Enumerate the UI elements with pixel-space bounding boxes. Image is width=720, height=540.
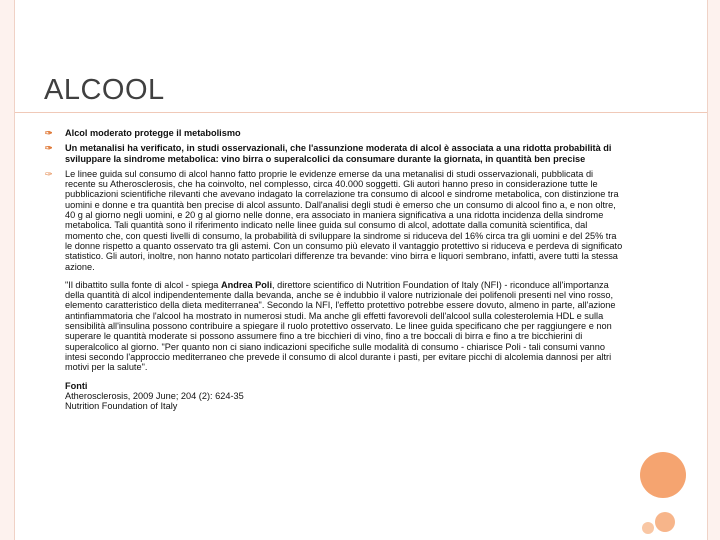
decorative-circle-large <box>640 452 686 498</box>
pen-bullet-icon: ✑ <box>45 143 53 154</box>
pen-bullet-icon: ✑ <box>45 128 53 138</box>
slide <box>14 0 708 540</box>
pen-bullet-icon: ✑ <box>45 168 53 179</box>
quote-rest: , direttore scientifico di Nutrition Foundation of Italy (NFI) - riconduce all'importanza della quantità di alcol indipendentemente dalla bevanda, anche se è indubbio il valore nutrizionale dei polifenoli presenti nel vino rosso, elemento caratteristico della dieta mediterranea". Secondo la NFI, l'effetto protettivo potrebbe essere dovuto, almeno in parte, all'azione antinfiammatoria che l'alcool ha mostrato in numerosi studi. Ma anche gli effetti favorevoli dell'alcool sulla colesterolemia HDL e sulla sensibilità all'insulina possono contribuire a spiegare il ruolo protettivo osservato. Le linee guida specificano che per raggiungere e non superare le quantità moderate si possono assumere fino a tre bicchieri di vino, fino a tre boccali di birra e fino a tre bicchierini di superalcolico al giorno. "Per quanto non ci siano indicazioni specifiche sulle modalità di consumo - chiarisce Poli - tali consumi vanno intesi secondo l'approccio mediterraneo che prevede il consumo di alcol durante i pasti, per evitare picchi di alcolemia dannosi per altri motivi per la salute". <box>65 279 616 373</box>
quote-paragraph <box>65 280 625 373</box>
bullet-list <box>45 128 625 416</box>
source-line: Nutrition Foundation of Italy <box>65 401 178 412</box>
decorative-circle-medium <box>655 512 675 532</box>
source-line: Atherosclerosis, 2009 June; 204 (2): 624-35 <box>65 390 244 401</box>
list-item <box>45 128 625 138</box>
slide-title: ALCOOL <box>44 74 165 106</box>
sources-block <box>65 381 625 412</box>
decorative-circle-small <box>642 522 654 534</box>
title-divider <box>15 112 707 113</box>
quote-start: "Il dibattito sulla fonte di alcol - spiega <box>65 279 221 290</box>
sources-heading: Fonti <box>65 380 88 391</box>
list-item <box>45 169 625 412</box>
item-text: Un metanalisi ha verificato, in studi osservazionali, che l'assunzione moderata di alcol è associata a una ridotta probabilità di sviluppare la sindrome metabolica: vino birra o superalcolici da consumare durante la giornata, in quantità ben precise <box>65 143 612 164</box>
quote-name: Andrea Poli <box>220 279 273 290</box>
item-text: Alcol moderato protegge il metabolismo <box>65 128 241 138</box>
list-item <box>45 143 625 164</box>
item-paragraph: Le linee guida sul consumo di alcol hanno fatto proprie le evidenze emerse da una metanalisi di studi osservazionali, pubblicata di recente su Atherosclerosis, che ha coinvolto, nel complesso, circa 40.000 soggetti. Gli autori hanno preso in considerazione tutte le pubblicazioni scientifiche rilevanti che avevano indagato la correlazione tra consumo di alcool e sindrome metabolica, con distinzione tra uomini e donne e tra quantità ben precise di alcol assunto. Dall'analisi degli studi è emerso che un consumo di alcool fino a, e non oltre, 40 g al giorno negli uomini, e 20 g al giorno nelle donne, era associato in maniera significativa a una ridotta incidenza della sindrome metabolica. Tali quantità sono il riferimento indicato nelle linee guida sul consumo di alcol, adottate dalla comunità scientifica, dal momento che, con questi livelli di consumo, la probabilità di sviluppare la sindrome si riduceva del 16% circa tra gli uomini e del 25% tra le donne rispetto a quanto osservato tra gli astemi. Con un consumo più elevato il vantaggio protettivo si riduceva e perdeva di significato statistico. Gli autori, inoltre, non hanno notato particolari differenze tra bevande: vino birra e liquori sembrano, infatti, avere tutti la stessa azione. <box>65 168 623 272</box>
